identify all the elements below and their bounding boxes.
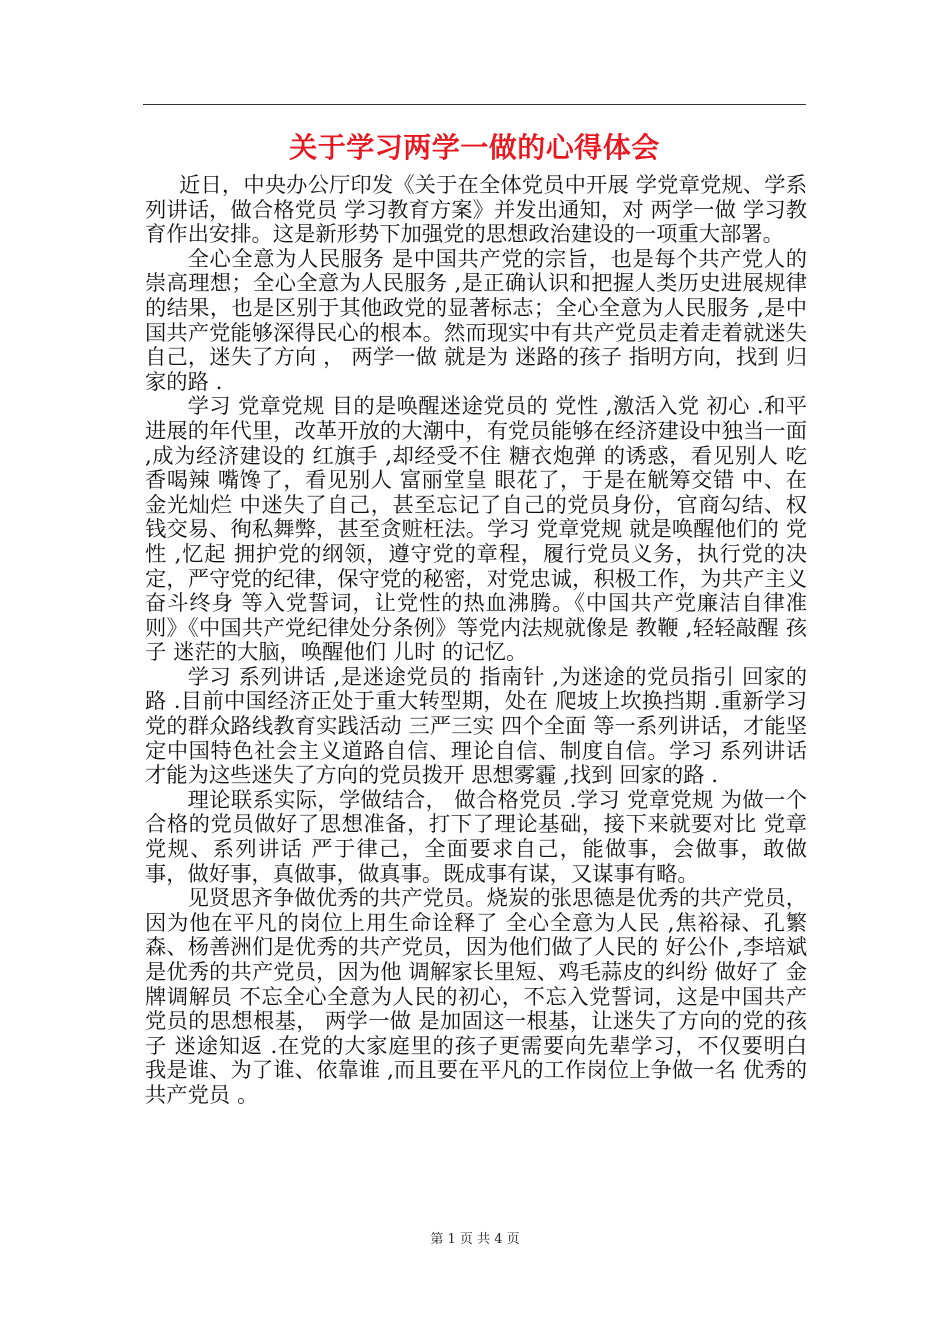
document-body: [145, 174, 807, 1109]
paragraph-3: 学习 党章党规 目的是唤醒迷途党员的 党性 ,激活入党 初心 .和平进展的年代里，改革开放的大潮中，有党员能够在经济建设中独当一面 ,成为经济建设的 红旗手 ,却经受不住 糖衣炮弹 的诱惑，看见别人 吃香喝辣 嘴馋了，看见别人 富丽堂皇 眼花了，于是在觥筹交错 中、在 金光灿烂 中迷失了自己，甚至忘记了自己的党员身份，官商勾结、权钱交易、徇私舞弊，甚至贪赃枉法。学习 党章党规 就是唤醒他们的 党性 ,忆起 拥护党的纲领，遵守党的章程，履行党员义务，执行党的决定，严守党的纪律，保守党的秘密，对党忠诚，积极工作，为共产主义奋斗终身 等入党誓词，让党性的热血沸腾。《中国共产党廉洁自律准则》《中国共产党纪律处分条例》等党内法规就像是 教鞭 ,轻轻敲醒 孩子 迷茫的大脑，唤醒他们 儿时 的记忆。: [145, 394, 808, 666]
header-rule: [143, 104, 806, 105]
page-number-footer: 第 1 页 共 4 页: [430, 1232, 520, 1247]
paragraph-1: 近日，中央办公厅印发《关于在全体党员中开展 学党章党规、学系列讲话，做合格党员 学习教育方案》并发出通知，对 两学一做 学习教育作出安排。这是新形势下加强党的思想政治建设的一项重大部署。: [145, 173, 807, 248]
paragraph-5: 理论联系实际，学做结合， 做合格党员 .学习 党章党规 为做一个合格的党员做好了思想准备，打下了理论基础，接下来就要对比 党章党规、系列讲话 严于律己，全面要求自己，能做事，会做事，敢做事，做好事，真做事，做真事。既成事有谋，又谋事有略。: [145, 787, 807, 887]
paragraph-6: 见贤思齐争做优秀的共产党员。烧炭的张思德是优秀的共产党员，因为他在平凡的岗位上用生命诠释了 全心全意为人民 ,焦裕禄、孔繁森、杨善洲们是优秀的共产党员，因为他们做了人民的 好公仆 ,李培斌是优秀的共产党员，因为他 调解家长里短、鸡毛蒜皮的纠纷 做好了 金牌调解员 不忘全心全意为人民的初心，不忘入党誓词，这是中国共产党员的思想根基， 两学一做 是加固这一根基，让迷失了方向的党的孩子 迷途知返 .在党的大家庭里的孩子更需要向先辈学习，不仅要明白 我是谁、为了谁、依靠谁 ,而且要在平凡的工作岗位上争做一名 优秀的共产党员 。: [145, 886, 807, 1108]
paragraph-2: 全心全意为人民服务 是中国共产党的宗旨，也是每个共产党人的崇高理想；全心全意为人民服务 ,是正确认识和把握人类历史进展规律的结果，也是区别于其他政党的显著标志；全心全意为人民服务 ,是中国共产党能够深得民心的根本。然而现实中有共产党员走着走着就迷失自己，迷失了方向 ， 两学一做 就是为 迷路的孩子 指明方向，找到 归家的路 .: [145, 246, 807, 395]
paragraph-4: 学习 系列讲话 ,是迷途党员的 指南针 ,为迷途的党员指引 回家的路 .目前中国经济正处于重大转型期，处在 爬坡上坎换挡期 .重新学习 党的群众路线教育实践活动 三严三实 四个全面 等一系列讲话，才能坚定中国特色社会主义道路自信、理论自信、制度自信。学习 系列讲话 才能为这些迷失了方向的党员拨开 思想雾霾 ,找到 回家的路 .: [145, 664, 807, 789]
document-title: 关于学习两学一做的心得体会: [289, 131, 660, 164]
